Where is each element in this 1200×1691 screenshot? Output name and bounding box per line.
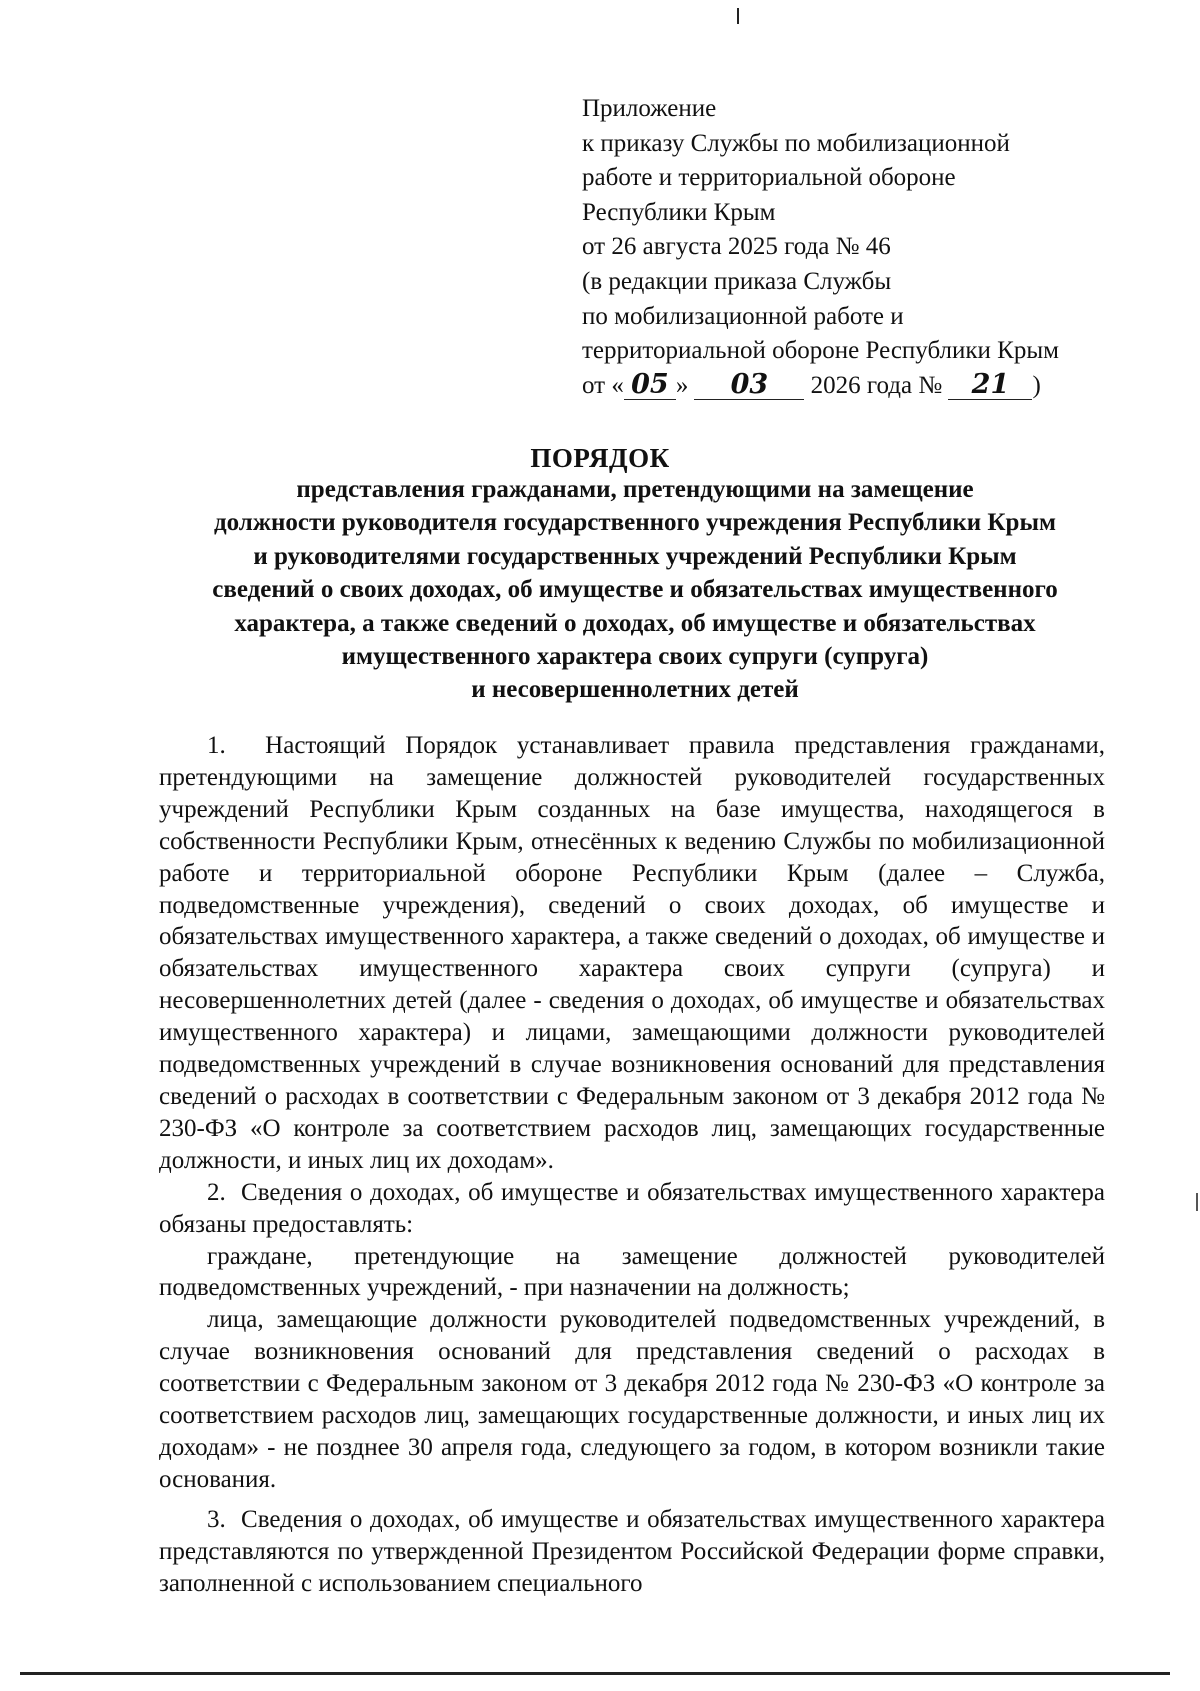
handwritten-day: 05: [624, 371, 676, 400]
appendix-line: Приложение: [582, 95, 717, 122]
handwritten-order-number: 21: [948, 371, 1032, 400]
subtitle-line: имущественного характера своих супруги (супруга): [341, 643, 929, 671]
subtitle-line: и руководителями государственных учреждений Республики Крым: [253, 542, 1017, 570]
date-quote-close: »: [675, 371, 689, 399]
appendix-line: по мобилизационной работе и: [582, 302, 904, 330]
appendix-line: Республики Крым: [582, 198, 776, 226]
appendix-line: (в редакции приказа Службы: [582, 267, 892, 295]
subtitle-line: характера, а также сведений о доходах, об имуществе и обязательствах: [234, 609, 1036, 637]
amendment-date-line: [582, 369, 1182, 404]
top-edge-mark: [737, 8, 739, 24]
paragraph-1: 1. Настоящий Порядок устанавливает правила представления гражданами, претендующими на замещение должностей руководителей государственных учреждений Республики Крым созданных на базе имущества, находящегося в собственности Республики Крым, отнесённых к ведению Службы по мобилизационной работе и территориальной обороне Республики Крым (далее – Служба, подведомственные учреждения), сведений о своих доходах, об имуществе и обязательствах имущественного характера, а также сведений о доходах, об имуществе и обязательствах имущественного характера своих супруги (супруга) и несовершеннолетних детей (далее - сведения о доходах, об имуществе и обязательствах имущественного характера) и лицами, замещающими должности руководителей подведомственных учреждений в случае возникновения оснований для представления сведений о расходах в соответствии с Федеральным законом от 3 декабря 2012 года № 230-ФЗ «О контроле за соответствием расходов лиц, замещающих государственные должности, и иных лиц их доходам».: [159, 732, 1105, 1174]
subtitle-line: представления гражданами, претендующими на замещение: [296, 476, 974, 503]
right-edge-mark: [1196, 1193, 1198, 1211]
paragraph-2-item-citizens: граждане, претендующие на замещение должностей руководителей подведомственных учреждений, - при назначении на должность;: [159, 1242, 1105, 1302]
appendix-header: [582, 92, 1182, 403]
paragraph-2: 2. Сведения о доходах, об имуществе и обязательствах имущественного характера обязаны предоставлять:: [159, 1178, 1105, 1238]
date-suffix: ): [1032, 371, 1041, 399]
appendix-line: работе и территориальной обороне: [582, 164, 956, 192]
document-subtitle: [150, 473, 1120, 707]
paragraph-3: 3. Сведения о доходах, об имуществе и обязательствах имущественного характера представляются по утвержденной Президентом Российской Федерации форме справки, заполненной с использованием специального: [159, 1505, 1105, 1597]
document-body: [159, 730, 1105, 1599]
appendix-line: от 26 августа 2025 года № 46: [582, 233, 891, 261]
paragraph-2-item-officials: лица, замещающие должности руководителей подведомственных учреждений, в случае возникновения оснований для представления сведений о расходах в соответствии с Федеральным законом от 3 декабря 2012 года № 230-ФЗ «О контроле за соответствием расходов лиц, замещающих государственные должности, и иных лиц их доходам» - не позднее 30 апреля года, следующего за годом, в котором возникли такие основания.: [159, 1306, 1105, 1493]
handwritten-month: 03: [694, 371, 804, 400]
appendix-line: территориальной обороне Республики Крым: [582, 337, 1059, 365]
subtitle-line: сведений о своих доходах, об имуществе и обязательствах имущественного: [212, 576, 1058, 604]
date-prefix: от «: [582, 371, 624, 399]
appendix-line: к приказу Службы по мобилизационной: [582, 129, 1010, 157]
subtitle-line: должности руководителя государственного учреждения Республики Крым: [213, 509, 1057, 537]
page-bottom-rule: [20, 1672, 1170, 1675]
subtitle-line: и несовершеннолетних детей: [471, 676, 799, 704]
date-year-text: 2026 года №: [804, 371, 949, 399]
document-title: ПОРЯДОК: [530, 443, 670, 473]
